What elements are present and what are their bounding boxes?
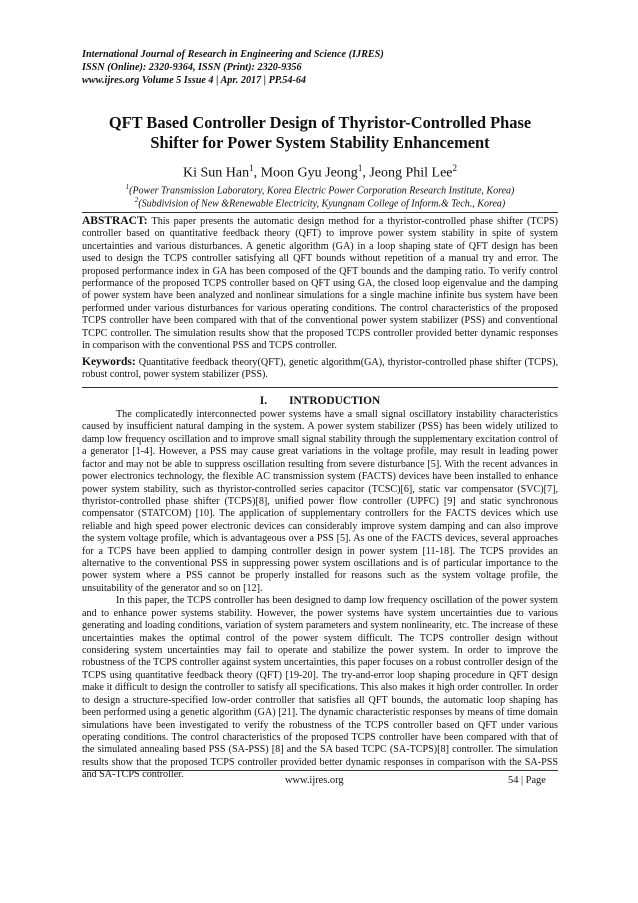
section-number: I. [259,395,268,407]
keywords [82,356,558,382]
footer-page-number: 54 | Page [508,775,546,786]
journal-header [82,48,562,87]
divider-footer [82,770,558,771]
author-separator: , [362,165,370,181]
author-1: Ki Sun Han [182,165,250,181]
footer-url: www.ijres.org [285,775,344,786]
divider-abstract [82,387,558,388]
journal-volume: www.ijres.org Volume 5 Issue 4 | Apr. 2017 | PP.54-64 [82,75,307,86]
affiliation-2-text: (Subdivision of New &Renewable Electricity, Kyungnam College of Inform.& Tech., Korea) [138,198,506,210]
affiliation-1-text: (Power Transmission Laboratory, Korea Electric Power Corporation Research Institute, Korea) [129,185,515,197]
journal-issn: ISSN (Online): 2320-9364, ISSN (Print): 2320-9356 [82,62,302,73]
keywords-label: Keywords: [82,356,136,368]
author-2-affil-mark: 1 [357,163,363,173]
abstract [82,215,558,352]
paper-title-line-2: Shifter for Power System Stability Enhancement [150,133,490,152]
keywords-text: Quantitative feedback theory(QFT), genetic algorithm(GA), thyristor-controlled phase shifter (TCPS), robust control, power system stabilizer (PSS). [82,357,558,381]
author-3-affil-mark: 2 [452,163,458,173]
journal-name: International Journal of Research in Engineering and Science (IJRES) [82,49,384,60]
author-separator: , [253,165,261,181]
affiliation-1-mark: 1 [125,183,130,191]
divider-top [82,212,558,213]
author-list [60,160,580,182]
affiliation-2 [60,194,580,210]
paper-title [60,113,580,153]
abstract-text: This paper presents the automatic design method for a thyristor-controlled phase shifter (TCPS) controller based on quantitative feedback theory (QFT) to improve power system stability in spite of system uncertainties and various disturbances. A genetic algorithm (GA) in a loop shaping state of QFT design has been used to design the TCPS controller satisfying all QFT bounds without repetition of a manual try and error. The proposed performance index in GA has been composed of the QFT bounds and the damping ratio. To verify control performance of the proposed TCPS controller based on QFT using GA, the closed loop eigenvalue and the damping of power system have been analyzed and nonlinear simulations for a single machine infinite bus system have been performed under various disturbances for various operating conditions. The control characteristics of the proposed TCPS controller have been compared with that of the conventional power system stabilizer (PSS) and conventional TCPC controller. The simulation results show that the proposed TCPS controller provided better dynamic responses in comparison with the conventional PSS and TCPS controller. [82,216,558,352]
affiliation-2-mark: 2 [134,196,139,204]
introduction-body [82,409,558,782]
author-1-affil-mark: 1 [249,163,254,173]
section-heading [82,395,558,408]
abstract-label: ABSTRACT: [82,215,148,227]
author-2: Moon Gyu Jeong [260,165,358,181]
body-paragraph-1: The complicatedly interconnected power systems have a small signal oscillatory instability characteristics caused by insufficient natural damping in the system. A power system stabilizer (PSS) has been widely utilized to damp low frequency oscillation and to improve small signal stability through the supplementary excitation control of a generator [1-4]. However, a PSS may cause great variations in the voltage profile, may result in leading power factor and may not be able to suppress oscillation resulting from severe disturbance [5]. With the recent advances in power electronics technology, the flexible AC transmission system (FACTS) devices have been installed to enhance power system stability, such as thyristor-controlled series capacitor (TCSC)[6], static var compensator (SVC)[7], thyristor-controlled phase shifter (TCPS)[8], unified power flow controller (UPFC) [9] and static synchronous compensator (STATCOM) [10]. The application of supplementary controllers for the FACTS devices which use reliable and high speed power electronic devices can considerably improve system damping and can also improve the system voltage profile, which is advantageous over a PSS [5]. As one of the FACTS devices, several approaches for a TCPS have been applied to damping controller design in power system [11-18]. The TCPS provides an alternative to the conventional PSS in suppressing power system oscillations and is of particular importance to the power system where a PSS cannot be properly installed for reasons such as the system voltage profile, the unsuitability of the generator and so on [12]. [82,409,558,594]
paper-title-line-1: QFT Based Controller Design of Thyristor-Controlled Phase [108,113,532,132]
section-title: INTRODUCTION [289,395,381,407]
body-paragraph-2: In this paper, the TCPS controller has been designed to damp low frequency oscillation of the power system and to enhance power systems stability. However, the power systems have system uncertainties due to various generating and loading conditions, variation of system parameters and system nonlinearity, etc. The increase of these uncertainties makes the optimal control of the power system difficult. The TCPS controller design without considering system uncertainties may fail to operate and stabilize the power system. In order to improve the robustness of the TCPS controller against system uncertainties, this paper focuses on a robust controller design of the TCPS using quantitative feedback theory (QFT) [19-20]. The try-and-error loop shaping procedure in QFT design make it difficult to design the controller to satisfy all specifications. This also makes it high order controller. In order to design a structure-specified low-order controller that satisfies all QFT bounds, the automatic loop shaping has been performed using a genetic algorithm (GA) [21]. The dynamic characteristic responses by means of time domain simulations have been investigated to verify the robustness of the TCPS controller based on QFT under various operating conditions. The control characteristics of the proposed TCPS controller have been compared with that of the simulated annealing based PSS (SA-PSS) [8] and the SA based TCPC (SA-TCPS)[8] controller. The simulation results show that the proposed TCPS controller provided better dynamic responses in comparison with the SA-PSS and SA-TCPS controller. [82,595,558,781]
author-3: Jeong Phil Lee [369,165,453,181]
